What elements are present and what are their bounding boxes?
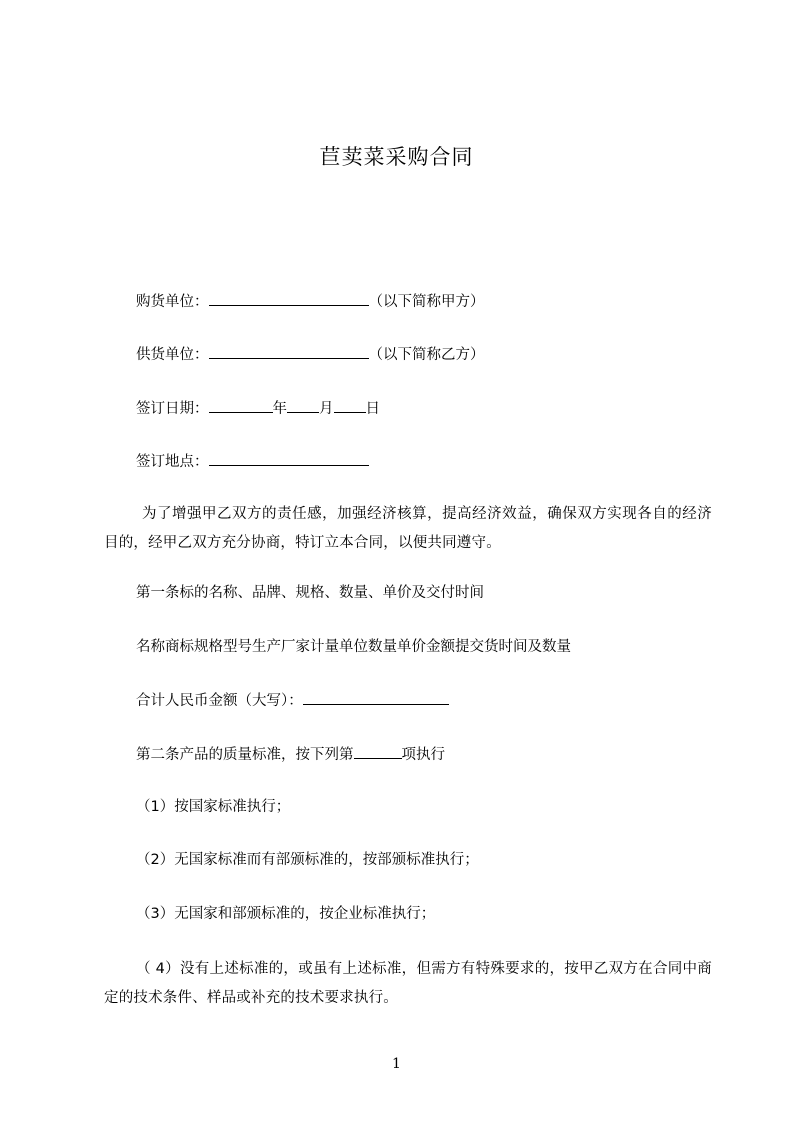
date-month-blank[interactable] bbox=[287, 398, 319, 413]
article1-heading: 第一条标的名称、品牌、规格、数量、单价及交付时间 bbox=[136, 585, 484, 601]
place-blank[interactable] bbox=[209, 451, 369, 466]
buyer-line bbox=[104, 291, 748, 312]
article2-item-4: （ 4）没有上述标准的，或虽有上述标准，但需方有特殊要求的，按甲乙双方在合同中商定的技术条件、样品或补充的技术要求执行。 bbox=[104, 961, 712, 1006]
supplier-label: 供货单位： bbox=[136, 347, 209, 363]
supplier-line bbox=[104, 344, 748, 365]
date-year-blank[interactable] bbox=[209, 398, 273, 413]
date-day-blank[interactable] bbox=[334, 398, 366, 413]
total-blank[interactable] bbox=[303, 690, 449, 705]
supplier-blank[interactable] bbox=[209, 344, 369, 359]
date-line bbox=[104, 398, 748, 419]
buyer-blank[interactable] bbox=[209, 291, 369, 306]
total-line bbox=[104, 690, 748, 711]
date-year: 年 bbox=[272, 401, 287, 417]
article2-item-1: （1）按国家标准执行； bbox=[136, 799, 291, 815]
supplier-suffix: （以下简称乙方） bbox=[368, 347, 485, 363]
article2-item-3: （3）无国家和部颁标准的，按企业标准执行； bbox=[136, 906, 436, 922]
date-day: 日 bbox=[365, 401, 380, 417]
preamble-paragraph: 为了增强甲乙双方的责任感，加强经济核算，提高经济效益，确保双方实现各自的经济目的，经甲乙双方充分协商，特订立本合同，以便共同遵守。 bbox=[104, 506, 712, 551]
buyer-label: 购货单位： bbox=[136, 294, 209, 310]
date-label: 签订日期： bbox=[136, 401, 209, 417]
place-label: 签订地点： bbox=[136, 454, 209, 470]
buyer-suffix: （以下简称甲方） bbox=[368, 294, 485, 310]
article2-heading-prefix: 第二条产品的质量标准，按下列第 bbox=[136, 747, 354, 763]
article2-heading-suffix: 项执行 bbox=[401, 747, 445, 763]
total-label: 合计人民币金额（大写）： bbox=[136, 693, 303, 709]
date-month: 月 bbox=[319, 401, 334, 417]
article2-option-blank[interactable] bbox=[354, 744, 402, 759]
article1-table-header: 名称商标规格型号生产厂家计量单位数量单价金额提交货时间及数量 bbox=[136, 639, 571, 655]
page-number: 1 bbox=[392, 1056, 401, 1072]
article2-heading bbox=[104, 744, 748, 765]
place-line bbox=[104, 451, 748, 472]
page-title: 苣荬菜采购合同 bbox=[319, 145, 474, 169]
article2-item-2: （2）无国家标准而有部颁标准的，按部颁标准执行； bbox=[136, 852, 479, 868]
